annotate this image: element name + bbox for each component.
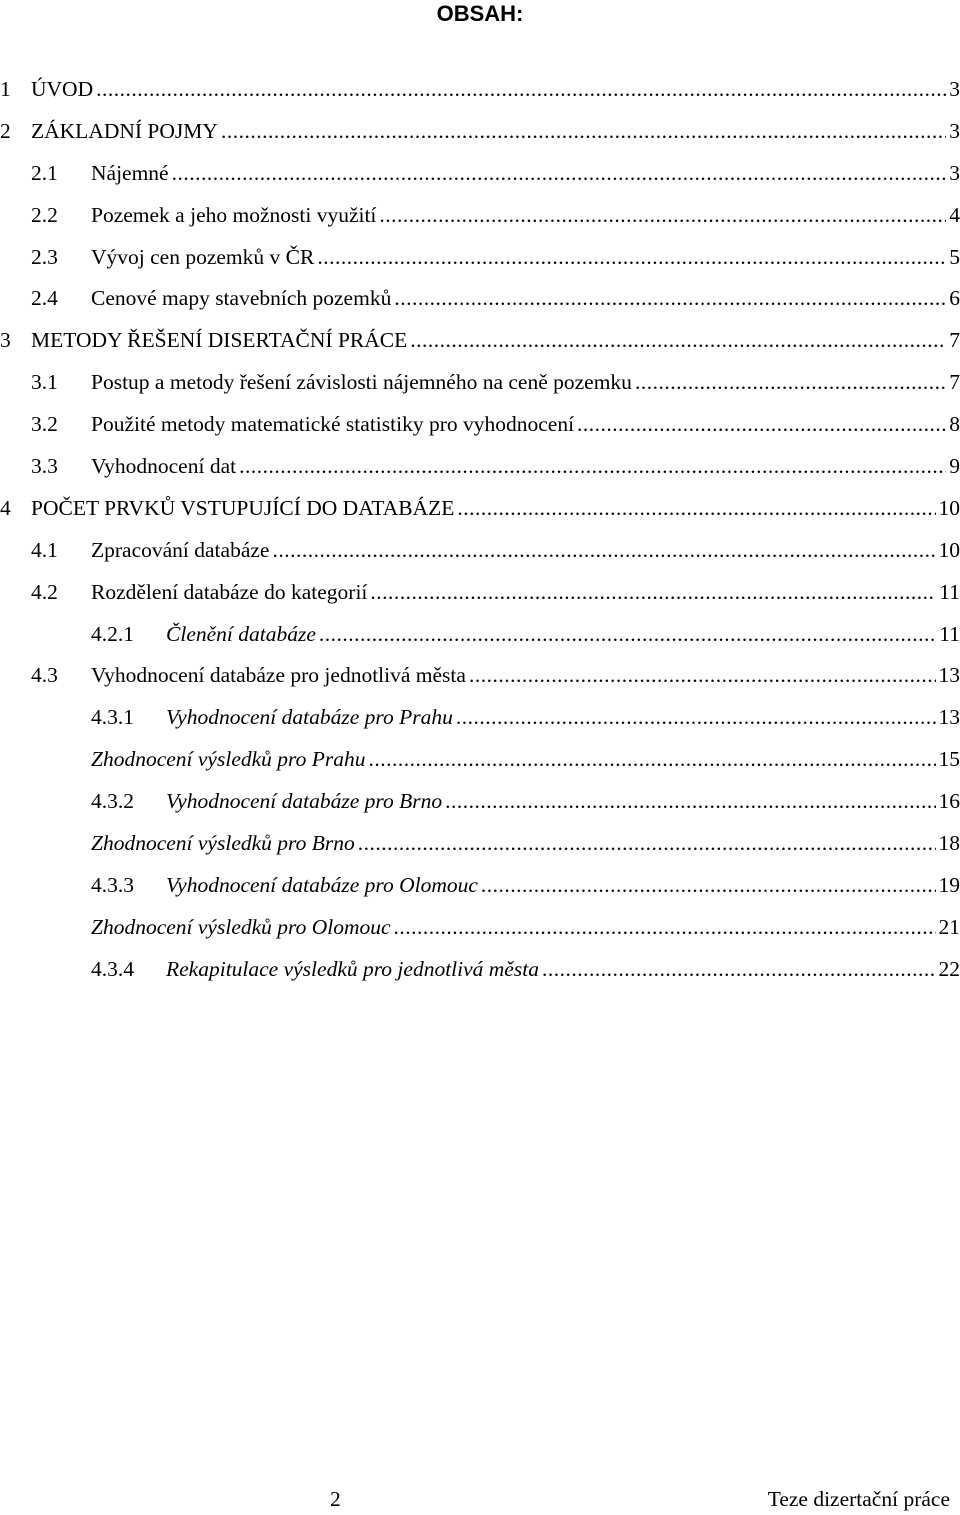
toc-entry[interactable] <box>0 153 960 195</box>
toc-entry-page: 7 <box>949 328 960 353</box>
toc-entry[interactable] <box>0 69 960 111</box>
toc-entry-title: Vyhodnocení databáze pro Prahu <box>166 705 453 730</box>
toc-entry[interactable] <box>0 697 960 739</box>
toc-entry-number: 2.1 <box>31 160 58 185</box>
toc-entry[interactable] <box>0 781 960 823</box>
dot-leader <box>394 278 946 320</box>
toc-entry-number: 4.3 <box>31 663 58 688</box>
toc-entry-title: Zhodnocení výsledků pro Brno <box>91 831 355 856</box>
dot-leader <box>394 907 936 949</box>
toc-entry-title: Členění databáze <box>166 621 316 646</box>
dot-leader <box>635 362 946 404</box>
toc-entry-title: Nájemné <box>91 160 169 185</box>
dot-leader <box>368 739 935 781</box>
dot-leader <box>456 697 936 739</box>
dot-leader <box>96 69 946 111</box>
page-footer <box>0 1485 960 1513</box>
toc-entry-title: Zhodnocení výsledků pro Prahu <box>91 747 366 772</box>
toc-entry-number: 3.2 <box>31 412 58 437</box>
dot-leader <box>272 530 935 572</box>
toc-entry[interactable] <box>0 949 960 991</box>
table-of-contents <box>0 69 960 991</box>
toc-entry-page: 13 <box>938 663 960 688</box>
toc-entry-title: Rozdělení databáze do kategorií <box>91 579 368 604</box>
toc-entry-title: Rekapitulace výsledků pro jednotlivá města <box>166 956 539 981</box>
toc-entry-page: 19 <box>938 872 960 897</box>
toc-entry-title: ÚVOD <box>31 77 94 101</box>
toc-entry-title: Použité metody matematické statistiky pro vyhodnocení <box>91 412 575 437</box>
toc-entry[interactable] <box>0 195 960 237</box>
toc-entry[interactable] <box>0 823 960 865</box>
dot-leader <box>317 237 946 279</box>
toc-entry[interactable] <box>0 655 960 697</box>
toc-entry-number: 4.2.1 <box>91 621 134 646</box>
dot-leader <box>542 949 936 991</box>
toc-entry-title: Postup a metody řešení závislosti nájemného na ceně pozemku <box>91 370 632 395</box>
dot-leader <box>172 153 947 195</box>
toc-entry-page: 16 <box>938 789 960 814</box>
dot-leader <box>358 823 936 865</box>
toc-entry-title: Vyhodnocení databáze pro Olomouc <box>166 872 478 897</box>
toc-entry-page: 22 <box>938 956 960 981</box>
dot-leader <box>410 320 946 362</box>
toc-entry-title: Cenové mapy stavebních pozemků <box>91 286 392 311</box>
toc-entry-page: 5 <box>949 244 960 269</box>
dot-leader <box>379 195 946 237</box>
toc-entry[interactable] <box>0 488 960 530</box>
dot-leader <box>469 655 936 697</box>
toc-entry[interactable] <box>0 404 960 446</box>
footer-document-type: Teze dizertační práce <box>767 1487 950 1511</box>
toc-entry-number: 2.4 <box>31 286 58 311</box>
dot-leader <box>457 488 935 530</box>
toc-entry-title: Pozemek a jeho možnosti využití <box>91 202 377 227</box>
toc-entry[interactable] <box>0 614 960 656</box>
toc-entry-number: 4.3.3 <box>91 872 134 897</box>
toc-entry-title: Vyhodnocení databáze pro Brno <box>166 789 443 814</box>
toc-entry-page: 13 <box>938 705 960 730</box>
toc-entry-title: Vyhodnocení databáze pro jednotlivá města <box>91 663 466 688</box>
toc-entry-page: 7 <box>949 370 960 395</box>
toc-entry-page: 8 <box>949 412 960 437</box>
toc-entry[interactable] <box>0 446 960 488</box>
toc-entry-page: 3 <box>949 118 960 143</box>
toc-entry-page: 6 <box>949 286 960 311</box>
footer-page-number: 2 <box>330 1487 341 1511</box>
toc-entry-number: 4.3.1 <box>91 705 134 730</box>
toc-entry-title: Zpracování databáze <box>91 537 270 562</box>
toc-entry-page: 10 <box>938 495 960 520</box>
toc-entry-number: 2 <box>0 118 11 143</box>
toc-entry[interactable] <box>0 907 960 949</box>
toc-entry-page: 11 <box>939 621 960 646</box>
toc-entry-page: 18 <box>938 831 960 856</box>
toc-entry-number: 4.2 <box>31 579 58 604</box>
dot-leader <box>481 865 936 907</box>
toc-entry-title: Vývoj cen pozemků v ČR <box>91 244 315 269</box>
toc-entry-title: POČET PRVKŮ VSTUPUJÍCÍ DO DATABÁZE <box>31 495 455 520</box>
toc-entry[interactable] <box>0 739 960 781</box>
toc-entry-number: 2.3 <box>31 244 58 269</box>
toc-entry-number: 4 <box>0 495 11 520</box>
toc-entry[interactable] <box>0 320 960 362</box>
toc-entry-number: 3.1 <box>31 370 58 395</box>
toc-entry-title: ZÁKLADNÍ POJMY <box>31 118 218 143</box>
toc-entry[interactable] <box>0 362 960 404</box>
toc-entry-page: 9 <box>949 454 960 479</box>
toc-entry-title: Vyhodnocení dat <box>91 454 237 479</box>
toc-entry[interactable] <box>0 865 960 907</box>
toc-entry-title: METODY ŘEŠENÍ DISERTAČNÍ PRÁCE <box>31 328 408 353</box>
toc-entry-number: 4.3.2 <box>91 789 134 814</box>
toc-entry-page: 11 <box>939 579 960 604</box>
toc-entry[interactable] <box>0 530 960 572</box>
dot-leader <box>577 404 946 446</box>
toc-entry-title: Zhodnocení výsledků pro Olomouc <box>91 914 391 939</box>
dot-leader <box>239 446 946 488</box>
toc-entry-number: 4.3.4 <box>91 956 134 981</box>
dot-leader <box>370 572 936 614</box>
toc-entry-page: 10 <box>938 537 960 562</box>
toc-entry[interactable] <box>0 278 960 320</box>
toc-entry-page: 3 <box>949 160 960 185</box>
dot-leader <box>319 614 936 656</box>
toc-entry[interactable] <box>0 237 960 279</box>
toc-entry-number: 1 <box>0 77 11 101</box>
toc-entry-page: 3 <box>949 77 960 101</box>
toc-entry[interactable] <box>0 572 960 614</box>
toc-entry-number: 3.3 <box>31 454 58 479</box>
toc-entry[interactable] <box>0 111 960 153</box>
page-title: OBSAH: <box>436 1 524 26</box>
toc-entry-page: 4 <box>949 202 960 227</box>
toc-entry-page: 15 <box>938 747 960 772</box>
toc-entry-number: 3 <box>0 328 11 353</box>
toc-entry-page: 21 <box>938 914 960 939</box>
dot-leader <box>221 111 946 153</box>
toc-entry-number: 4.1 <box>31 537 58 562</box>
dot-leader <box>445 781 935 823</box>
toc-entry-number: 2.2 <box>31 202 58 227</box>
